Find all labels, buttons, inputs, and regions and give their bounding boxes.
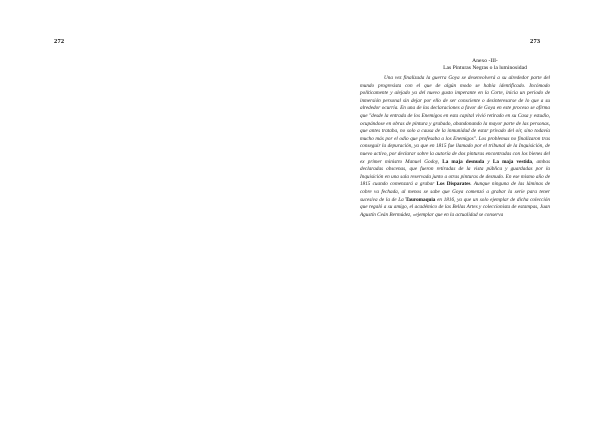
- artwork-title: La maja desnuda: [442, 158, 485, 165]
- text-run: Una vez finalizada la guerra Goya se desenvolverá a su alrededor parte del mundo progresista con el que de algún modo se había identificado. Incómodo políticamente y alejado ya del nuevo gusto imperante en la Corte, inicia un periodo de inmersión personal sin dejar por ello de ser consciente o desinteresarse de lo que a su alrededor ocurría. En una de las declaraciones a favor de Goya en este proceso se afirma que "desde la entrada de los Enemigos en esta capital vivió retirado en su Casa y estudio, ocupándose en obras de pintura y grabado, abandonando la mayor parte de las personas, que antes trataba, no solo a causa de la inmunidad de estar privado del oír, sino todavía mucho más por el odio que profesaba a los Enemigos". Los problemas no finalizaron tras conseguir la depuración, ya que en 1815 fue llamado por el tribunal de la Inquisición, de nuevo activo, por declarar sobre la autoría de dos pinturas encontradas con los bienes del ex primer ministro Manuel Godoy,: [360, 75, 550, 165]
- text-run: en 1816, ya que un solo ejemplar de dicha colección que regaló a su amigo, el académico de las Bellas Artes y coleccionista de estampas, Juan Agustín Ceán Bermúdez, «ejemplar que en la actualidad se conserva: [360, 196, 550, 218]
- artwork-title: Los Disparates: [436, 181, 471, 188]
- text-run: y: [484, 158, 493, 165]
- artwork-title: Tauromaquia: [405, 196, 436, 203]
- text-run: , ambas declaradas obscenas, que fueron retiradas de la vista pública y guardadas por la Inquisición en una sala reservada junto a otras pinturas de desnudo. En ese mismo año de 1815 cuando comenzará a grabar: [360, 158, 551, 188]
- right-page-number: 273: [530, 38, 541, 45]
- right-page: [300, 0, 600, 424]
- annex-subtitle: Las Pinturas Negras o la luminosidad: [443, 65, 527, 71]
- text-run: . Aunque ninguna de las láminas de cobre va fechada, al menos se sabe que Goya comenzó a grabar la serie para tener sucesiva de la de La: [360, 181, 551, 203]
- section-heading: [420, 58, 550, 72]
- left-page-number: 272: [54, 38, 65, 45]
- body-paragraph: [360, 75, 550, 219]
- artwork-title: La maja vestida: [492, 158, 533, 165]
- annex-title: Anexo -III-: [472, 58, 498, 64]
